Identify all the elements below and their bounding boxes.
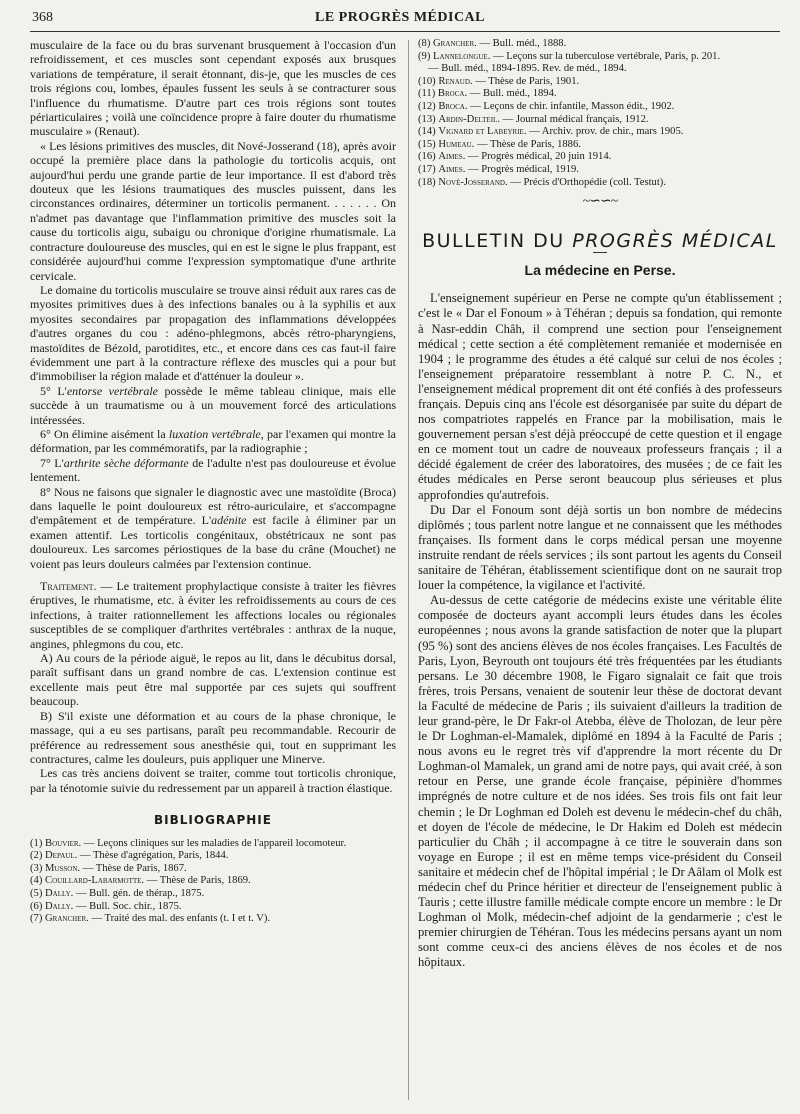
paragraph: « Les lésions primitives des muscles, dit Nové-Josserand (18), après avoir occupé la première place dans la pathologie du torticolis acquis, ont aujourd'hui perdu une grande partie de leur importance. Il est d'abord très douteux que les lésions traumatiques des muscles puissent, dans les circonstances ordinaires, déterminer un torticolis permanent. . . . . . . On n'admet pas davantage que l'inflammation primitive des muscles soit la cause du torticolis aigu, subaigu ou chronique d'origine rhumatismale. La contracture douloureuse des muscles, qui en est le signe le plus frappant, est considérée aujourd'hui comme l'expression symptomatique d'une arthrite cervicale. bbox=[30, 138, 396, 283]
bib-entry bbox=[30, 888, 396, 901]
bib-num: (4) bbox=[30, 875, 43, 887]
paragraph: musculaire de la face ou du bras survenant brusquement à l'occasion d'un refroidissement, et ces muscles sont cependant exposés aux brusques variations de température, il serait étonnant, dis-je, que les muscles de ces trois régions cou, lombes, épaules fussent les seuls à se contracturer sous l'influence du rhumatisme. D'autre part ces trois régions sont toutes périarticulaires ; voilà une coïncidence propre à faire douter du rhumatisme musculaire » (Renaut). bbox=[30, 38, 396, 139]
bib-rest: . — Précis d'Orthopédie (coll. Testut). bbox=[504, 176, 666, 188]
bib-rest: . — Leçons sur la tuberculose vertébrale, Paris, p. 201. bbox=[487, 50, 721, 62]
bibliography-list-left bbox=[30, 838, 396, 926]
bib-author: Musson bbox=[45, 862, 78, 874]
bib-entry bbox=[30, 863, 396, 876]
text-run: possède le même tableau clinique, mais elle succède à un traumatisme ou à un mouvement forcé des articulations intéressées. bbox=[30, 383, 396, 427]
bib-entry bbox=[418, 51, 782, 64]
paragraph: Les cas très anciens doivent se traiter, comme tout torticolis chronique, par la ténotomie suivie du redressement par un appareil à traction élastique. bbox=[30, 766, 396, 795]
paragraph: Le domaine du torticolis musculaire se trouve ainsi réduit aux rares cas de myosites primitives dues à des infections banales ou à la syphilis et aux myosites secondaires par propagation des inflammations développées d'autres organes du cou : adéno-phlegmons, abcès rétro-pharyngiens, mastoïdites de Bézold, parotidites, etc., et encore dans ces cas faut-il faire évidemment une part à la contracture réflexe des muscles qui a pour but d'immobiliser la région malade et d'atténuer la douleur ». bbox=[30, 282, 396, 384]
bib-entry bbox=[418, 177, 782, 190]
bib-num: (7) bbox=[30, 913, 43, 925]
bib-author: Grancher bbox=[433, 38, 475, 49]
title-rule bbox=[593, 252, 607, 253]
bib-entry bbox=[30, 850, 396, 863]
bib-num: (1) bbox=[30, 837, 43, 849]
bibliography-list-right bbox=[418, 38, 782, 189]
bib-author: Broca bbox=[438, 100, 465, 112]
bib-author: Aimes bbox=[438, 163, 463, 175]
bib-rest: . — Bull. méd., 1894. bbox=[464, 88, 557, 100]
bib-rest: . — Journal médical français, 1912. bbox=[497, 113, 649, 125]
paragraph: A) Au cours de la période aiguë, le repos au lit, dans le décubitus dorsal, paraît suffisant dans un grand nombre de cas. L'extension continue est excellente mais peut être mal supportée par ces sujets qui souffrent beaucoup. bbox=[30, 651, 396, 709]
italic-term: adénite bbox=[211, 513, 247, 528]
right-column bbox=[418, 38, 782, 971]
bib-author: Bouvier bbox=[45, 837, 79, 849]
paragraph bbox=[30, 384, 396, 427]
text-run: 7° L' bbox=[40, 455, 64, 470]
bib-entry bbox=[30, 838, 396, 851]
bib-entry bbox=[418, 164, 782, 177]
bib-num: (18) bbox=[418, 176, 436, 188]
paragraph: L'enseignement supérieur en Perse ne compte qu'un établissement ; c'est le « Dar el Fonoum » à Téhéran ; depuis sa fondation, qui remonte à Nasr-eddin Châh, il comprend une section pour l'enseignement médical ; cette section a été complètement remaniée et modernisée en 1904 ; le programme des études a été calqué sur celui de nos écoles ; l'enseignement préparatoire ressemblant à notre P. C. N., et l'enseignement médical proprement dit ont été confiés à des professeurs français. Depuis cinq ans l'école est désorganisée par suite du départ de nos compatriotes rappelés en France par la mobilisation, mais le gouvernement persan s'est déjà préoccupé de cette question et il engage en ce moment tout un cadre de nouveaux professeurs français ; il a décidé également de créer des laboratoires, des musées ; de ce fait les études médicales en Perse seront beaucoup plus sérieuses et plus approfondies qu'autrefois. bbox=[418, 291, 782, 502]
bib-entry bbox=[418, 151, 782, 164]
text-run: 5° L' bbox=[40, 383, 67, 398]
bib-rest: . — Bull. méd., 1888. bbox=[474, 38, 567, 49]
text-run: 8° Nous ne faisons que signaler le diagnostic avec une mastoïdite (Broca) dans laquelle le point douloureux est rétro-auriculaire, et s'accompagne d'empâtement et de température. L' bbox=[30, 484, 396, 528]
text-run: , par l'examen qui montre la déformation, par les commémoratifs, par la radiographie ; bbox=[30, 426, 397, 456]
bib-entry bbox=[418, 139, 782, 152]
bib-num: (2) bbox=[30, 850, 43, 862]
bib-entry bbox=[418, 126, 782, 139]
bib-author: Ardin-Delteil bbox=[438, 113, 498, 125]
running-title: LE PROGRÈS MÉDICAL bbox=[314, 10, 486, 25]
bib-num: (12) bbox=[418, 100, 436, 112]
bib-author: Grancher bbox=[45, 913, 87, 925]
text-run: est facile à éliminer par un examen attentif. Les torticolis congénitaux, obstétricaux ne sont pas douloureux. Les sarcomes périostiques de la base du crâne (Mouchet) ne voient pas leurs douleurs calmées par l'extension continue. bbox=[30, 513, 396, 571]
bib-rest: — Bull. méd., 1894-1895. Rev. de méd., 1894. bbox=[428, 63, 627, 75]
paragraph bbox=[30, 456, 396, 485]
bib-rest: . — Bull. gén. de thérap., 1875. bbox=[70, 887, 205, 899]
bib-entry bbox=[418, 101, 782, 114]
paragraph: B) S'il existe une déformation et au cours de la phase chronique, le massage, qui a eu ses partisans, paraît peu recommandable. Recourir de préférence au redressement sous anesthésie qui, tout en supprimant les contractures, calme les douleurs, puis appliquer une Minerve. bbox=[30, 708, 396, 766]
bib-entry bbox=[418, 38, 782, 51]
italic-term: luxation vertébrale bbox=[168, 426, 261, 441]
bib-num: (9) bbox=[418, 50, 431, 62]
bib-num: (16) bbox=[418, 151, 436, 163]
bib-author: Renaud bbox=[438, 75, 470, 87]
bib-num: (5) bbox=[30, 887, 43, 899]
bib-rest: . — Leçons de chir. infantile, Masson édit., 1902. bbox=[464, 100, 675, 112]
bib-rest: . — Thèse de Paris, 1867. bbox=[77, 862, 187, 874]
bib-num: (11) bbox=[418, 88, 436, 100]
bib-author: Vignard et Labeyrie bbox=[438, 126, 524, 138]
text-run: 6° On élimine aisément la bbox=[40, 426, 169, 441]
bib-rest: . — Traité des mal. des enfants (t. I et t. V). bbox=[86, 913, 271, 925]
bib-entry bbox=[418, 88, 782, 101]
column-divider bbox=[408, 40, 409, 1100]
page-number: 368 bbox=[32, 10, 53, 25]
bib-rest: . — Thèse d'agrégation, Paris, 1844. bbox=[74, 850, 229, 862]
bib-author: Lannelongue bbox=[433, 50, 488, 62]
bib-rest: . — Thèse de Paris, 1901. bbox=[469, 75, 580, 87]
paragraph bbox=[30, 427, 396, 456]
bib-author: Nové-Josserand bbox=[438, 176, 505, 188]
bib-rest: . — Progrès médical, 1919. bbox=[462, 163, 579, 175]
left-column bbox=[30, 38, 396, 926]
section-label: Traitement. bbox=[40, 579, 97, 594]
bib-author: Dally bbox=[45, 900, 71, 912]
bib-entry bbox=[30, 901, 396, 914]
bib-num: (3) bbox=[30, 862, 43, 874]
bib-entry bbox=[30, 913, 396, 926]
bulletin-heading-italic: PROGRÈS MÉDICAL bbox=[572, 229, 778, 252]
bulletin-heading bbox=[418, 229, 782, 252]
bib-rest: . — Thèse de Paris, 1886. bbox=[471, 138, 581, 150]
article-body bbox=[418, 291, 782, 970]
bib-entry bbox=[30, 875, 396, 888]
bib-author: Dally bbox=[45, 887, 71, 899]
bib-author: Aimes bbox=[438, 151, 463, 163]
bib-num: (17) bbox=[418, 163, 436, 175]
bib-author: Couillard-Labarmotte bbox=[45, 875, 142, 887]
bib-author: Depaul bbox=[45, 850, 75, 862]
header-rule bbox=[30, 31, 780, 32]
paragraph bbox=[30, 579, 396, 651]
bib-author: Broca bbox=[437, 88, 465, 100]
bib-rest: . — Leçons cliniques sur les maladies de l'appareil locomoteur. bbox=[78, 837, 347, 849]
paragraph: Du Dar el Fonoum sont déjà sortis un bon nombre de médecins diplômés ; tous parlent notre langue et ne connaissent que les méthodes françaises. Ils forment dans le corps médical persan une moyenne instruite rendant de réels services ; ils sont partout les agents du Conseil sanitaire de Téhéran, établissement scientifique dont on ne saurait trop louer la compétence, la vigilance et l'activité. bbox=[418, 502, 782, 593]
bib-rest: . — Bull. Soc. chir., 1875. bbox=[70, 900, 182, 912]
text-run: de l'adulte n'est pas douloureuse et évolue lentement. bbox=[30, 455, 396, 485]
bib-num: (15) bbox=[418, 138, 436, 150]
text-run: — Le traitement prophylactique consiste à traiter les fièvres éruptives, le rhumatisme, etc. à éviter les refroidissements au cours de ces infections, à traiter rationnellement les affections locales ou régionales susceptibles de se compliquer d'arthrites vertébrales : anthrax de la nuque, angines, phlegmons du cou, etc. bbox=[30, 579, 396, 651]
ornament-divider: ~∽∽~ bbox=[582, 194, 618, 210]
italic-term: arthrite sèche déformante bbox=[63, 455, 189, 470]
bib-num: (8) bbox=[418, 38, 431, 49]
bib-num: (14) bbox=[418, 126, 436, 138]
bib-num: (13) bbox=[418, 113, 436, 125]
bib-author: Humeau bbox=[438, 138, 472, 150]
bib-rest: . — Progrès médical, 20 juin 1914. bbox=[462, 151, 612, 163]
bib-num: (10) bbox=[418, 75, 436, 87]
bibliography-title: BIBLIOGRAPHIE bbox=[154, 813, 272, 828]
bib-entry bbox=[418, 76, 782, 89]
bulletin-heading-plain: BULLETIN DU bbox=[422, 229, 573, 252]
paragraph bbox=[30, 485, 396, 571]
bib-rest: . — Archiv. prov. de chir., mars 1905. bbox=[523, 126, 684, 138]
italic-term: entorse vertébrale bbox=[66, 383, 158, 398]
paragraph: Au-dessus de cette catégorie de médecins existe une véritable élite composée de docteurs ayant accompli leurs études dans les écoles européennes ; nous avons la grande satisfaction de noter que la plupart (95 %) sont des anciens élèves de nos écoles françaises. Les Facultés de Paris, Lyon, Beyrouth ont toujours été très fréquentées par les étudiants persans. Le 30 décembre 1908, le Figaro signalait ce fait que trois frères, trois Persans, venaient de soutenir leur thèse de doctorat devant la Faculté de médecine de Paris ; ils suivaient d'ailleurs la tradition de leur grand-père, le Dr Fakr-ol Atebba, élève de Tholozan, de leur père le Dr Loghman-el-Mamalek, diplômé en 1894 à la Faculté de Paris ; nous avons eu le regret très vif d'apprendre la mort récente du Dr Loghman-ol Mamalek, un grand ami de notre pays, qui avait créé, à son retour en Perse, une grande école française, pépinière d'hommes imprégnés de notre culture et de nos idées. Ses trois fils ont fait leur chemin ; le Dr Loghman ed Doleh est devenu le médecin-chef du châh, et doyen de l'école de médecine, le Dr Hakim ed Doleh est médecin particulier du Châh ; il accompagne à ce titre le souverain dans son voyage en Europe ; il est en même temps vice-président du Conseil sanitaire et médecin chef de l'hôpital impérial ; le Dr Aâlam ol Molk est médecin chef du Prince héritier et directeur de l'enseignement public à Tauris ; cette illustre famille médicale compte encore un membre : le Dr Loghman ol Molk, médecin-chef adjoint de la gendarmerie ; c'est le premier chirurgien de Téhéran. Tous les médecins persans ayant un nom sont comme ceux-ci des anciens élèves de nos écoles et de nos hôpitaux. bbox=[418, 593, 782, 970]
article-title: La médecine en Perse. bbox=[524, 261, 676, 278]
bib-entry bbox=[418, 63, 782, 76]
bib-rest: . — Thèse de Paris, 1869. bbox=[141, 875, 251, 887]
bib-entry bbox=[418, 114, 782, 127]
bib-num: (6) bbox=[30, 900, 43, 912]
